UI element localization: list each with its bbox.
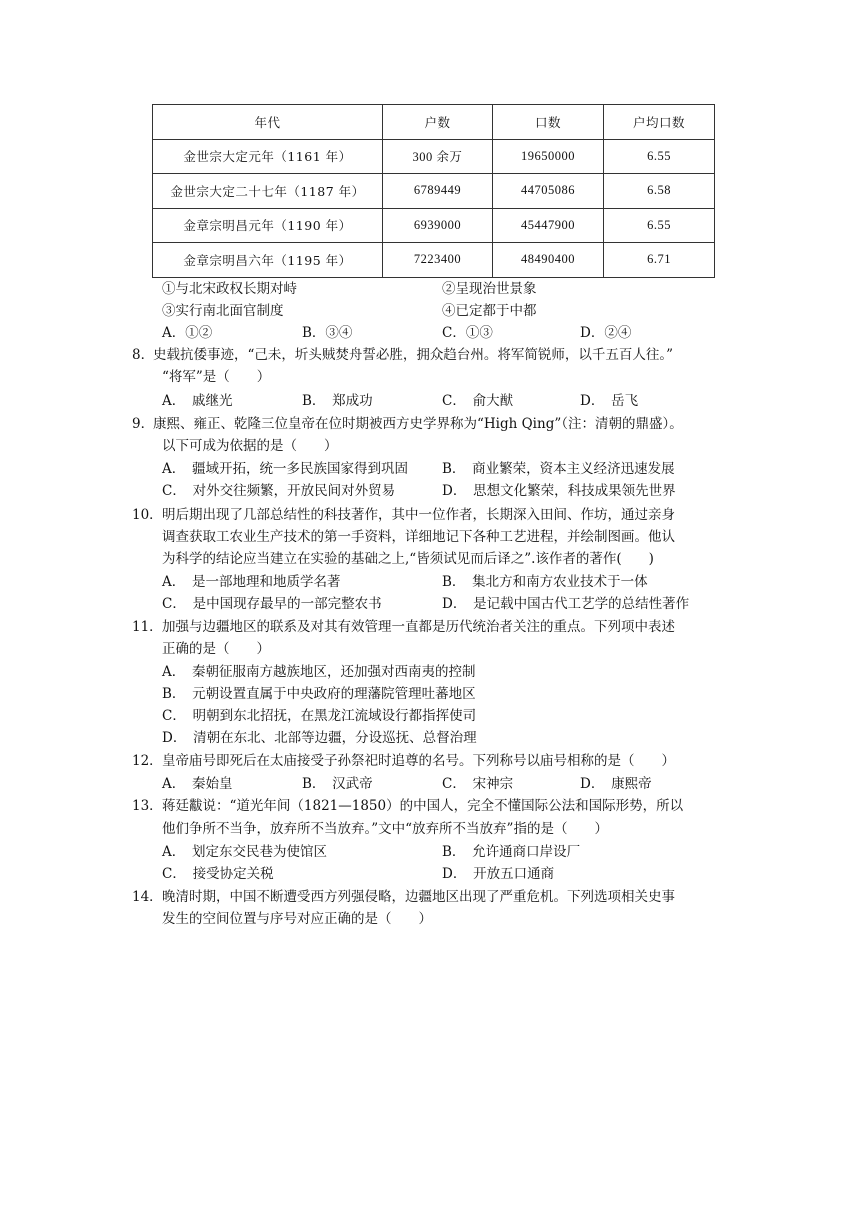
question-number: 13． <box>132 798 163 814</box>
table-header-cell: 年代 <box>153 105 383 140</box>
q8-option-b[interactable]: B． 郑成功 <box>302 393 373 409</box>
q10-option-c[interactable]: C． 是中国现存最早的一部完整农书 <box>162 596 382 612</box>
table-cell: 6.71 <box>604 243 715 278</box>
q13-option-d[interactable]: D． 开放五口通商 <box>442 866 555 882</box>
q7-item: ①与北宋政权长期对峙 <box>162 281 297 297</box>
q13-option-b[interactable]: B． 允许通商口岸设厂 <box>442 844 581 860</box>
table-cell: 6.55 <box>604 139 715 174</box>
q7-option-a[interactable]: A．①② <box>162 325 213 341</box>
table-cell: 6.55 <box>604 208 715 243</box>
q7-item: ③实行南北面官制度 <box>162 303 284 319</box>
table-cell: 300 余万 <box>383 139 493 174</box>
question-number: 10． <box>132 507 163 523</box>
question-text: “将军”是（ ） <box>162 369 271 385</box>
q9-option-b[interactable]: B． 商业繁荣，资本主义经济迅速发展 <box>442 461 675 477</box>
table-cell: 45447900 <box>493 208 604 243</box>
q7-option-c[interactable]: C．①③ <box>442 325 493 341</box>
question-text: 晚清时期，中国不断遭受西方列强侵略，边疆地区出现了严重危机。下列选项相关史事 <box>162 889 675 905</box>
q7-item: ④已定都于中都 <box>442 303 537 319</box>
census-table <box>152 104 715 278</box>
q12-option-d[interactable]: D． 康熙帝 <box>580 776 652 792</box>
q7-item: ②呈现治世景象 <box>442 281 537 297</box>
q8-option-a[interactable]: A． 戚继光 <box>162 393 233 409</box>
q7-option-b[interactable]: B．③④ <box>302 325 353 341</box>
q9-option-c[interactable]: C． 对外交往频繁，开放民间对外贸易 <box>162 483 396 499</box>
q11-option-c[interactable]: C． 明朝到东北招抚，在黑龙江流域设行都指挥使司 <box>162 708 477 724</box>
question-number: 11． <box>132 619 163 635</box>
question-number: 14． <box>132 889 163 905</box>
table-cell: 金章宗明昌六年（1195 年） <box>153 243 383 278</box>
table-cell: 6789449 <box>383 174 493 209</box>
question-text: 他们争所不当争，放弃所不当放弃。”文中“放弃所不当放弃”指的是（ ） <box>162 821 608 837</box>
question-text: 康熙、雍正、乾隆三位皇帝在位时期被西方史学界称为“High Qing”（注：清朝的鼎盛）。 <box>153 416 683 432</box>
table-row <box>153 243 715 278</box>
question-text: 正确的是（ ） <box>162 641 270 657</box>
table-row <box>153 174 715 209</box>
table-cell: 金世宗大定二十七年（1187 年） <box>153 174 383 209</box>
q10-option-b[interactable]: B． 集北方和南方农业技术于一体 <box>442 574 648 590</box>
question-text: 蒋廷黻说：“道光年间（1821—1850）的中国人，完全不懂国际公法和国际形势，所以 <box>162 798 684 814</box>
q9-option-a[interactable]: A． 疆域开拓，统一多民族国家得到巩固 <box>162 461 408 477</box>
table-cell: 48490400 <box>493 243 604 278</box>
q12-option-b[interactable]: B． 汉武帝 <box>302 776 373 792</box>
q8-option-d[interactable]: D． 岳飞 <box>580 393 639 409</box>
question-text: 调查获取工农业生产技术的第一手资料，详细地记下各种工艺进程，并绘制图画。他认 <box>162 529 675 545</box>
q12-option-c[interactable]: C． 宋神宗 <box>442 776 514 792</box>
question-text: 明后期出现了几部总结性的科技著作，其中一位作者，长期深入田间、作坊，通过亲身 <box>162 507 675 523</box>
q13-option-c[interactable]: C． 接受协定关税 <box>162 866 274 882</box>
question-number: 9． <box>132 416 155 432</box>
question-text: 史载抗倭事迹，“己未，圻头贼焚舟誓必胜，拥众趋台州。将军简锐师，以千五百人往。” <box>153 347 674 363</box>
table-cell: 6.58 <box>604 174 715 209</box>
table-cell: 19650000 <box>493 139 604 174</box>
table-header-cell: 口数 <box>493 105 604 140</box>
question-text: 加强与边疆地区的联系及对其有效管理一直都是历代统治者关注的重点。下列项中表述 <box>162 619 675 635</box>
q11-option-b[interactable]: B． 元朝设置直属于中央政府的理藩院管理吐蕃地区 <box>162 686 476 702</box>
question-number: 12． <box>132 753 163 769</box>
q10-option-a[interactable]: A． 是一部地理和地质学名著 <box>162 574 341 590</box>
table-row <box>153 208 715 243</box>
table-row <box>153 139 715 174</box>
question-text: 为科学的结论应当建立在实验的基础之上,“皆须试见而后译之”.该作者的著作( ) <box>162 551 654 567</box>
table-cell: 6939000 <box>383 208 493 243</box>
table-header-cell: 户均口数 <box>604 105 715 140</box>
question-text: 以下可成为依据的是（ ） <box>162 438 338 454</box>
q13-option-a[interactable]: A． 划定东交民巷为使馆区 <box>162 844 327 860</box>
question-text: 皇帝庙号即死后在太庙接受子孙祭祀时追尊的名号。下列称号以庙号相称的是（ ） <box>162 753 675 769</box>
table-header-row <box>153 105 715 140</box>
table-header-cell: 户数 <box>383 105 493 140</box>
q7-option-d[interactable]: D．②④ <box>580 325 632 341</box>
q9-option-d[interactable]: D． 思想文化繁荣，科技成果领先世界 <box>442 483 676 499</box>
q11-option-a[interactable]: A． 秦朝征服南方越族地区，还加强对西南夷的控制 <box>162 664 476 680</box>
q10-option-d[interactable]: D． 是记载中国古代工艺学的总结性著作 <box>442 596 690 612</box>
table-cell: 金章宗明昌元年（1190 年） <box>153 208 383 243</box>
table-cell: 7223400 <box>383 243 493 278</box>
table-cell: 44705086 <box>493 174 604 209</box>
table-cell: 金世宗大定元年（1161 年） <box>153 139 383 174</box>
question-text: 发生的空间位置与序号对应正确的是（ ） <box>162 911 432 927</box>
question-number: 8． <box>132 347 155 363</box>
q11-option-d[interactable]: D． 清朝在东北、北部等边疆，分设巡抚、总督治理 <box>162 730 477 746</box>
q12-option-a[interactable]: A． 秦始皇 <box>162 776 233 792</box>
q8-option-c[interactable]: C． 俞大猷 <box>442 393 514 409</box>
